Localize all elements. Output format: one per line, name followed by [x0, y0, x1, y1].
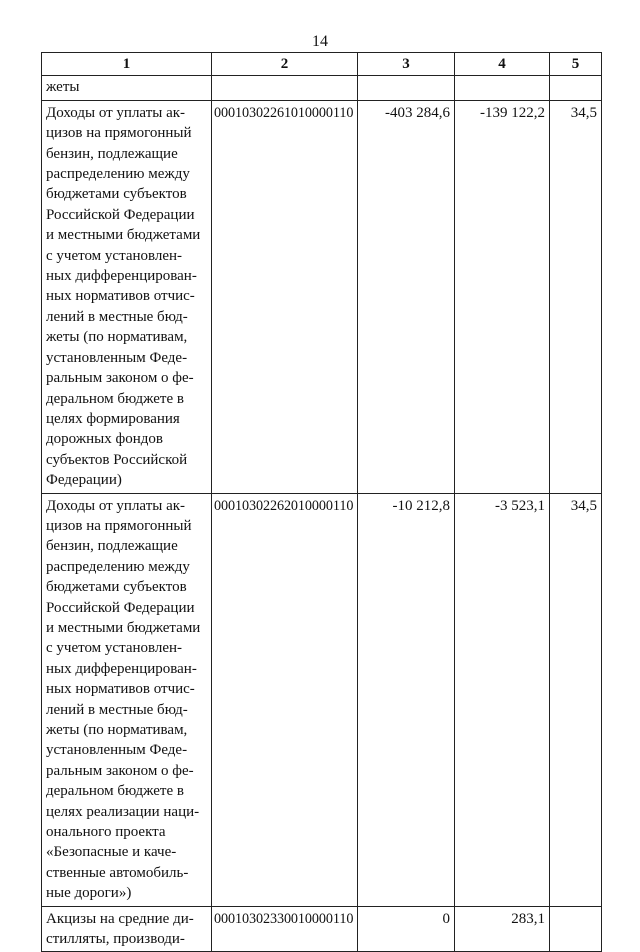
row-description: Доходы от уплаты ак- цизов на прямогонный бензин, подлежащие распределению между бюджетами субъектов Российской Федерации и местными бюджетами с учетом установлен- ных дифференцирован- ных нормативов отчис- лений в местные бюд- жеты (по нормативам, установленным Феде- ральным законом о фе- деральном бюджете в целях формирования дорожных фондов субъектов Российской Федерации)	[42, 100, 212, 493]
row-code: 00010302330010000110	[212, 906, 358, 952]
header-col-4: 4	[455, 53, 550, 76]
header-col-3: 3	[358, 53, 455, 76]
row-description: Доходы от уплаты ак- цизов на прямогонный бензин, подлежащие распределению между бюджетами субъектов Российской Федерации и местными бюджетами с учетом установлен- ных дифференцирован- ных нормативов отчис- лений в местные бюд- жеты (по нормативам, установленным Феде- ральным законом о фе- деральном бюджете в целях реализации наци- онального проекта «Безопасные и каче- ственные автомобиль- ные дороги»)	[42, 493, 212, 906]
continuation-text: жеты	[42, 76, 212, 100]
row-col4-value: -139 122,2	[455, 100, 550, 493]
row-col3-value: -10 212,8	[358, 493, 455, 906]
page-number: 14	[312, 33, 328, 50]
row-col4-value: 283,1	[455, 906, 550, 952]
header-col-2: 2	[212, 53, 358, 76]
table-header-row	[42, 53, 602, 76]
header-col-1: 1	[42, 53, 212, 76]
revenue-table	[41, 52, 602, 952]
row-col5-value	[550, 906, 602, 952]
table-row-continuation	[42, 76, 602, 100]
row-col5-value: 34,5	[550, 100, 602, 493]
row-col3-value: 0	[358, 906, 455, 952]
row-code: 00010302261010000110	[212, 100, 358, 493]
table-row	[42, 493, 602, 906]
table-row	[42, 906, 602, 952]
empty-cell	[212, 76, 358, 100]
empty-cell	[550, 76, 602, 100]
header-col-5: 5	[550, 53, 602, 76]
row-col5-value: 34,5	[550, 493, 602, 906]
row-col3-value: -403 284,6	[358, 100, 455, 493]
empty-cell	[455, 76, 550, 100]
empty-cell	[358, 76, 455, 100]
table-row	[42, 100, 602, 493]
row-description: Акцизы на средние ди- стилляты, производи-	[42, 906, 212, 952]
row-code: 00010302262010000110	[212, 493, 358, 906]
row-col4-value: -3 523,1	[455, 493, 550, 906]
